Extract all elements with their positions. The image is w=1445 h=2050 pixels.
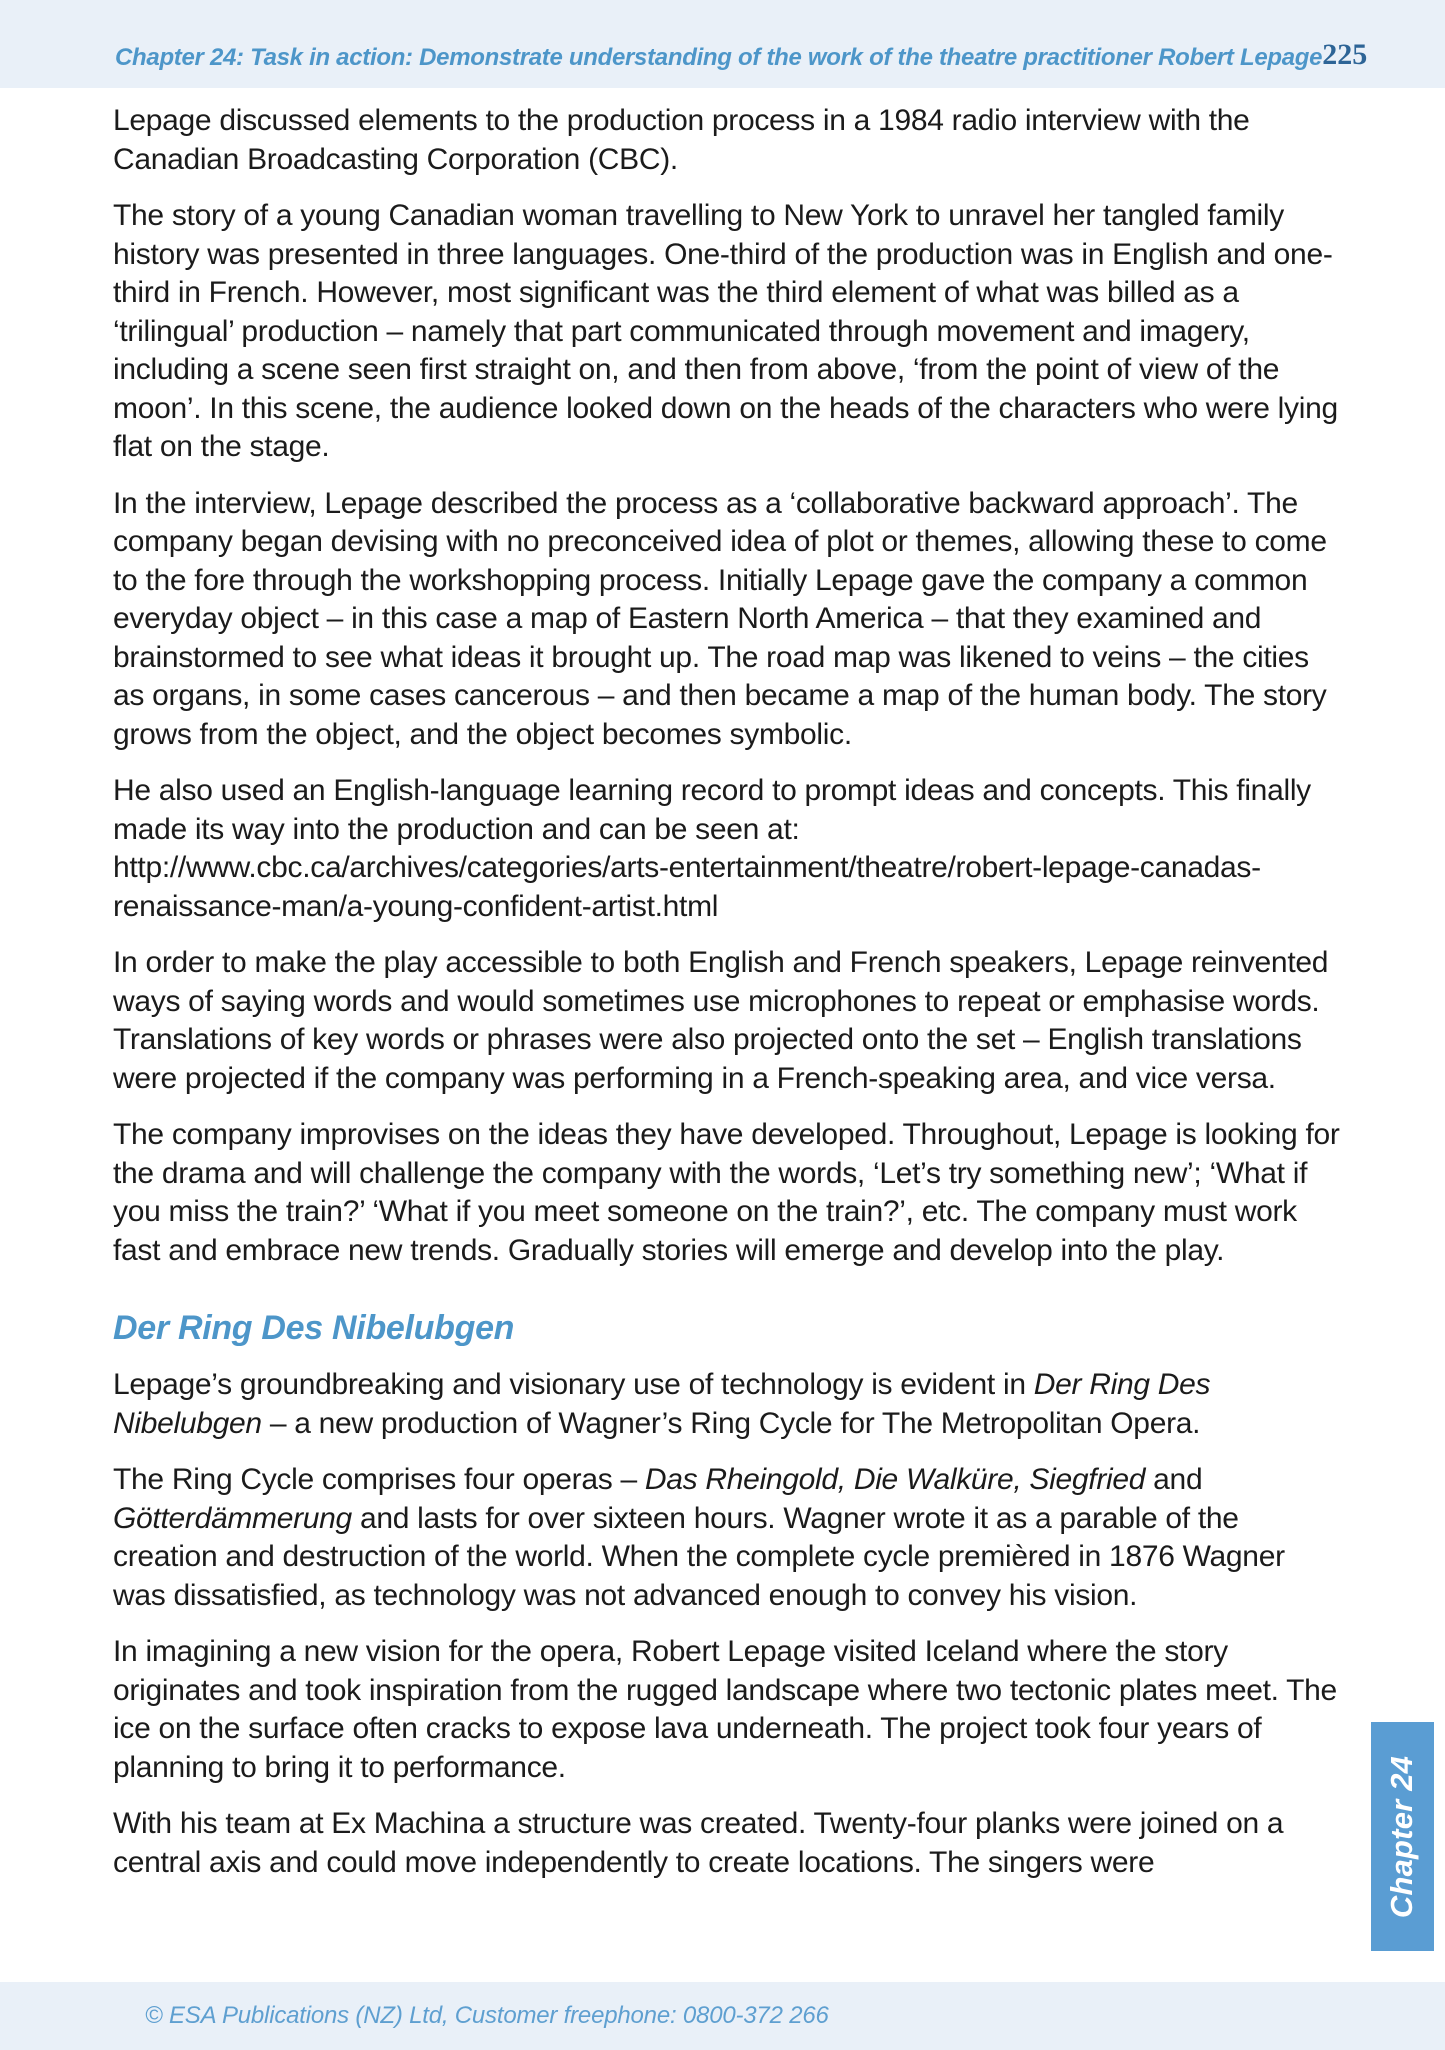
text-run: Lepage discussed elements to the production process in a 1984 radio interview with the Canadian Broadcasting Corporation (CBC). [113,104,1250,176]
paragraph [113,197,1345,467]
chapter-tab [1371,1722,1434,1951]
paragraph [113,772,1345,926]
section-heading: Der Ring Des Nibelubgen [113,1309,515,1347]
text-run: and lasts for over sixteen hours. Wagner wrote it as a parable of the creation and destruction of the world. When the complete cycle premièred in 1876 Wagner was dissatisfied, as technology was not advanced enough to convey his vision. [113,1501,1285,1612]
paragraph [113,1461,1345,1615]
paragraph [113,1366,1345,1443]
page-footer [0,1982,1445,2050]
text-run: The story of a young Canadian woman travelling to New York to unravel her tangled family history was presented in three languages. One-third of the production was in English and one-third in French. However, most significant was the third element of what was billed as a ‘trilingual’ production – namely that part communicated through movement and imagery, including a scene seen first straight on, and then from above, ‘from the point of view of the moon’. In this scene, the audience looked down on the heads of the characters who were lying flat on the stage. [113,199,1338,463]
paragraph [113,102,1345,179]
text-run: Lepage’s groundbreaking and visionary use of technology is evident in [113,1368,1034,1401]
page-header [0,0,1445,88]
paragraph [113,485,1345,755]
paragraph [113,1805,1345,1882]
page-number: 225 [1322,38,1368,71]
italic-text: Götterdämmerung [113,1501,352,1535]
text-run: He also used an English-language learning record to prompt ideas and concepts. This finally made its way into the production and can be seen at: [113,774,1311,846]
italic-text: Der Ring Des Nibelubgen [113,1368,1211,1440]
text-run: With his team at Ex Machina a structure was created. Twenty-four planks were joined on a central axis and could move independently to create locations. The singers were [113,1807,1284,1879]
paragraph [113,1116,1345,1270]
paragraph [113,944,1345,1098]
text-run: In imagining a new vision for the opera, Robert Lepage visited Iceland where the story originates and took inspiration from the rugged landscape where two tectonic plates meet. The ice on the surface often cracks to expose lava underneath. The project took four years of planning to bring it to performance. [113,1635,1337,1784]
url-text: http://www.cbc.ca/archives/categories/arts-entertainment/theatre/robert-lepage-canadas-renaissance-man/a-young-confident-artist.html [113,851,1261,923]
text-run: In the interview, Lepage described the process as a ‘collaborative backward approach’. The company began devising with no preconceived idea of plot or themes, allowing these to come to the fore through the workshopping process. Initially Lepage gave the company a common everyday object – in this case a map of Eastern North America – that they examined and brainstormed to see what ideas it brought up. The road map was likened to veins – the cities as organs, in some cases cancerous – and then became a map of the human body. The story grows from the object, and the object becomes symbolic. [113,486,1327,751]
text-run: The Ring Cycle comprises four operas – [113,1463,645,1496]
paragraph [113,1633,1345,1787]
text-run: and [1145,1463,1203,1496]
italic-text: Das Rheingold, Die Walküre, Siegfried [644,1463,1146,1496]
footer-copyright: © ESA Publications (NZ) Ltd, Customer freephone: 0800-372 266 [145,2002,829,2029]
text-run: The company improvises on the ideas they have developed. Throughout, Lepage is looking for the drama and will challenge the company with the words, ‘Let’s try something new’; ‘What if you miss the train?’ ‘What if you meet someone on the train?’, etc. The company must work fast and embrace new trends. Gradually stories will emerge and develop into the play. [113,1118,1340,1267]
content-area [113,88,1345,1900]
text-run: In order to make the play accessible to both English and French speakers, Lepage reinvented ways of saying words and would sometimes use microphones to repeat or emphasise words. Translations of key words or phrases were also projected onto the set – English translations were projected if the company was performing in a French-speaking area, and vice versa. [113,946,1329,1095]
chapter-tab-label: Chapter 24 [1384,1755,1420,1918]
chapter-header-title: Chapter 24: Task in action: Demonstrate understanding of the work of the theatre practitioner Robert Lepage [115,44,1323,71]
text-run: – a new production of Wagner’s Ring Cycle for The Metropolitan Opera. [261,1406,1201,1440]
